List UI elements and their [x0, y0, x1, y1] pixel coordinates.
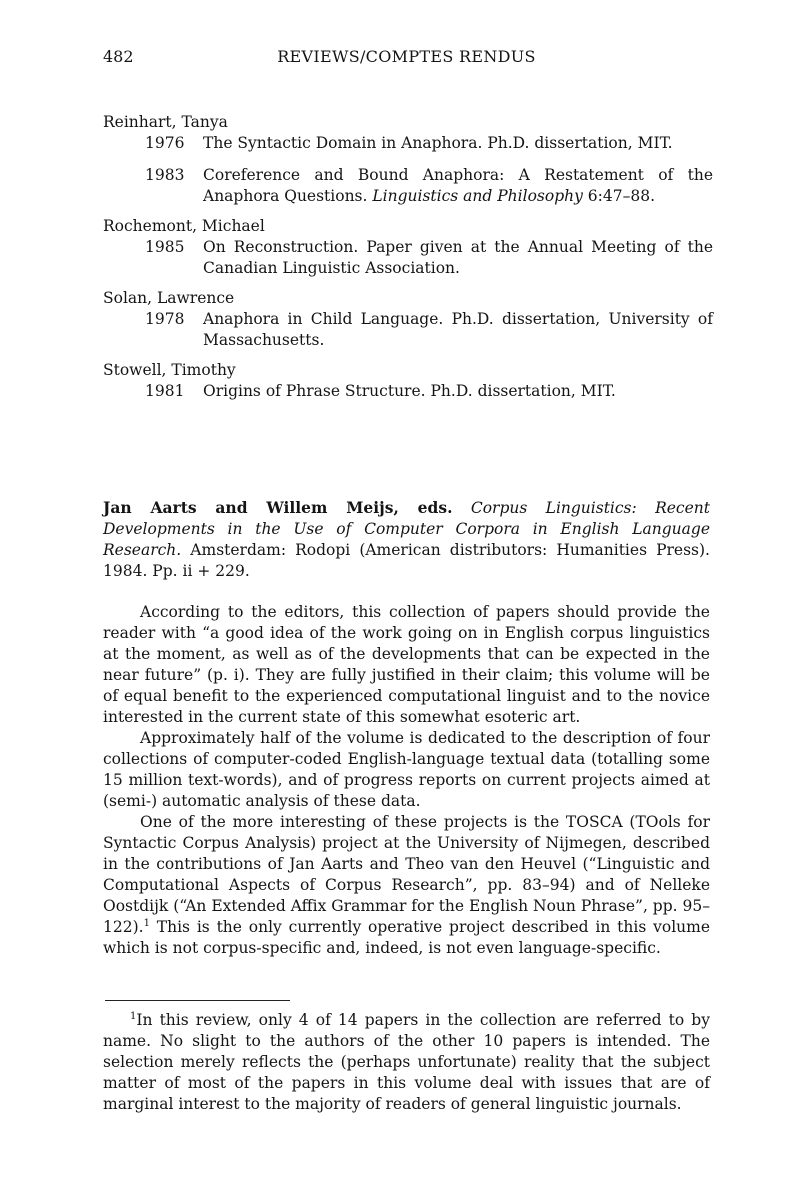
reference-author: Reinhart, Tanya: [103, 113, 228, 131]
reference-entry: [103, 133, 713, 154]
review-paragraph: Approximately half of the volume is dedicated to the description of four collections of computer-coded English-language textual data (totalling some 15 million text-words), and of progress reports on current projects aimed at (semi-) automatic analysis of these data.: [103, 729, 710, 810]
reference-text: Anaphora in Child Language. Ph.D. dissertation, University of Massachusetts.: [203, 310, 713, 349]
reference-text: Origins of Phrase Structure. Ph.D. dissertation, MIT.: [203, 382, 616, 400]
running-head: [103, 46, 710, 68]
reference-list: [103, 112, 713, 402]
reference-entry: [103, 165, 713, 207]
review-paragraph: [103, 812, 710, 959]
review-body: [103, 602, 710, 959]
footnote-text: In this review, only 4 of 14 papers in the collection are referred to by name. No slight to the authors of the other 10 papers is intended. The selection merely reflects the (perhaps unfortunate) reality that the subject matter of most of the papers in this volume deal with issues that are of marginal interest to the majority of readers of general linguistic journals.: [103, 1011, 710, 1113]
reference-year: 1985: [145, 238, 185, 256]
reference-year: 1983: [145, 166, 185, 184]
reference-text: [203, 165, 713, 207]
footnote-reference: 1: [143, 918, 150, 929]
footnote: [103, 1010, 710, 1115]
reference-author: Stowell, Timothy: [103, 361, 236, 379]
review-book-title: Corpus Linguistics: Recent Developments in the Use of Computer Corpora in English Language Research.: [103, 499, 710, 559]
review-paragraph-text: This is the only currently operative project described in this volume which is not corpus-specific and, indeed, is not even language-specific.: [103, 918, 710, 957]
reference-text: The Syntactic Domain in Anaphora. Ph.D. dissertation, MIT.: [203, 134, 673, 152]
reference-entry: [103, 237, 713, 279]
running-title: REVIEWS/COMPTES RENDUS: [277, 47, 536, 66]
reference-author: Rochemont, Michael: [103, 217, 265, 235]
reference-text: On Reconstruction. Paper given at the Annual Meeting of the Canadian Linguistic Association.: [203, 238, 713, 277]
footnote-divider: [105, 1000, 290, 1001]
reference-entry: [103, 381, 713, 402]
reference-title: Coreference and Bound Anaphora: A Restatement of the Anaphora Questions.: [203, 166, 713, 205]
reference-year: 1976: [145, 134, 185, 152]
review-section: [103, 497, 710, 959]
reference-author: Solan, Lawrence: [103, 289, 235, 307]
reference-year: 1981: [145, 382, 185, 400]
review-authors: Jan Aarts and Willem Meijs, eds.: [103, 498, 453, 517]
review-paragraph-text: One of the more interesting of these projects is the TOSCA (TOols for Syntactic Corpus Analysis) project at the University of Nijmegen, described in the contributions of Jan Aarts and Theo van den Heuvel (“Linguistic and Computational Aspects of Corpus Research”, pp. 83–94) and of Nelleke Oostdijk (“An Extended Affix Grammar for the English Noun Phrase”, pp. 95–122).: [103, 813, 710, 936]
reference-pages: 6:47–88.: [587, 187, 656, 205]
review-publication: Amsterdam: Rodopi (American distributors: Humanities Press). 1984. Pp. ii + 229.: [103, 541, 710, 580]
reference-entry: [103, 309, 713, 351]
footnote-marker: 1: [130, 1011, 137, 1022]
journal-name: Linguistics and Philosophy: [372, 187, 583, 205]
page-number: 482: [103, 47, 134, 66]
review-paragraph: According to the editors, this collection of papers should provide the reader with “a good idea of the work going on in English corpus linguistics at the moment, as well as of the developments that can be expected in the near future” (p. i). They are fully justified in their claim; this volume will be of equal benefit to the experienced computational linguist and to the novice interested in the current state of this somewhat esoteric art.: [103, 603, 710, 726]
review-citation: [103, 497, 710, 582]
reference-year: 1978: [145, 310, 185, 328]
